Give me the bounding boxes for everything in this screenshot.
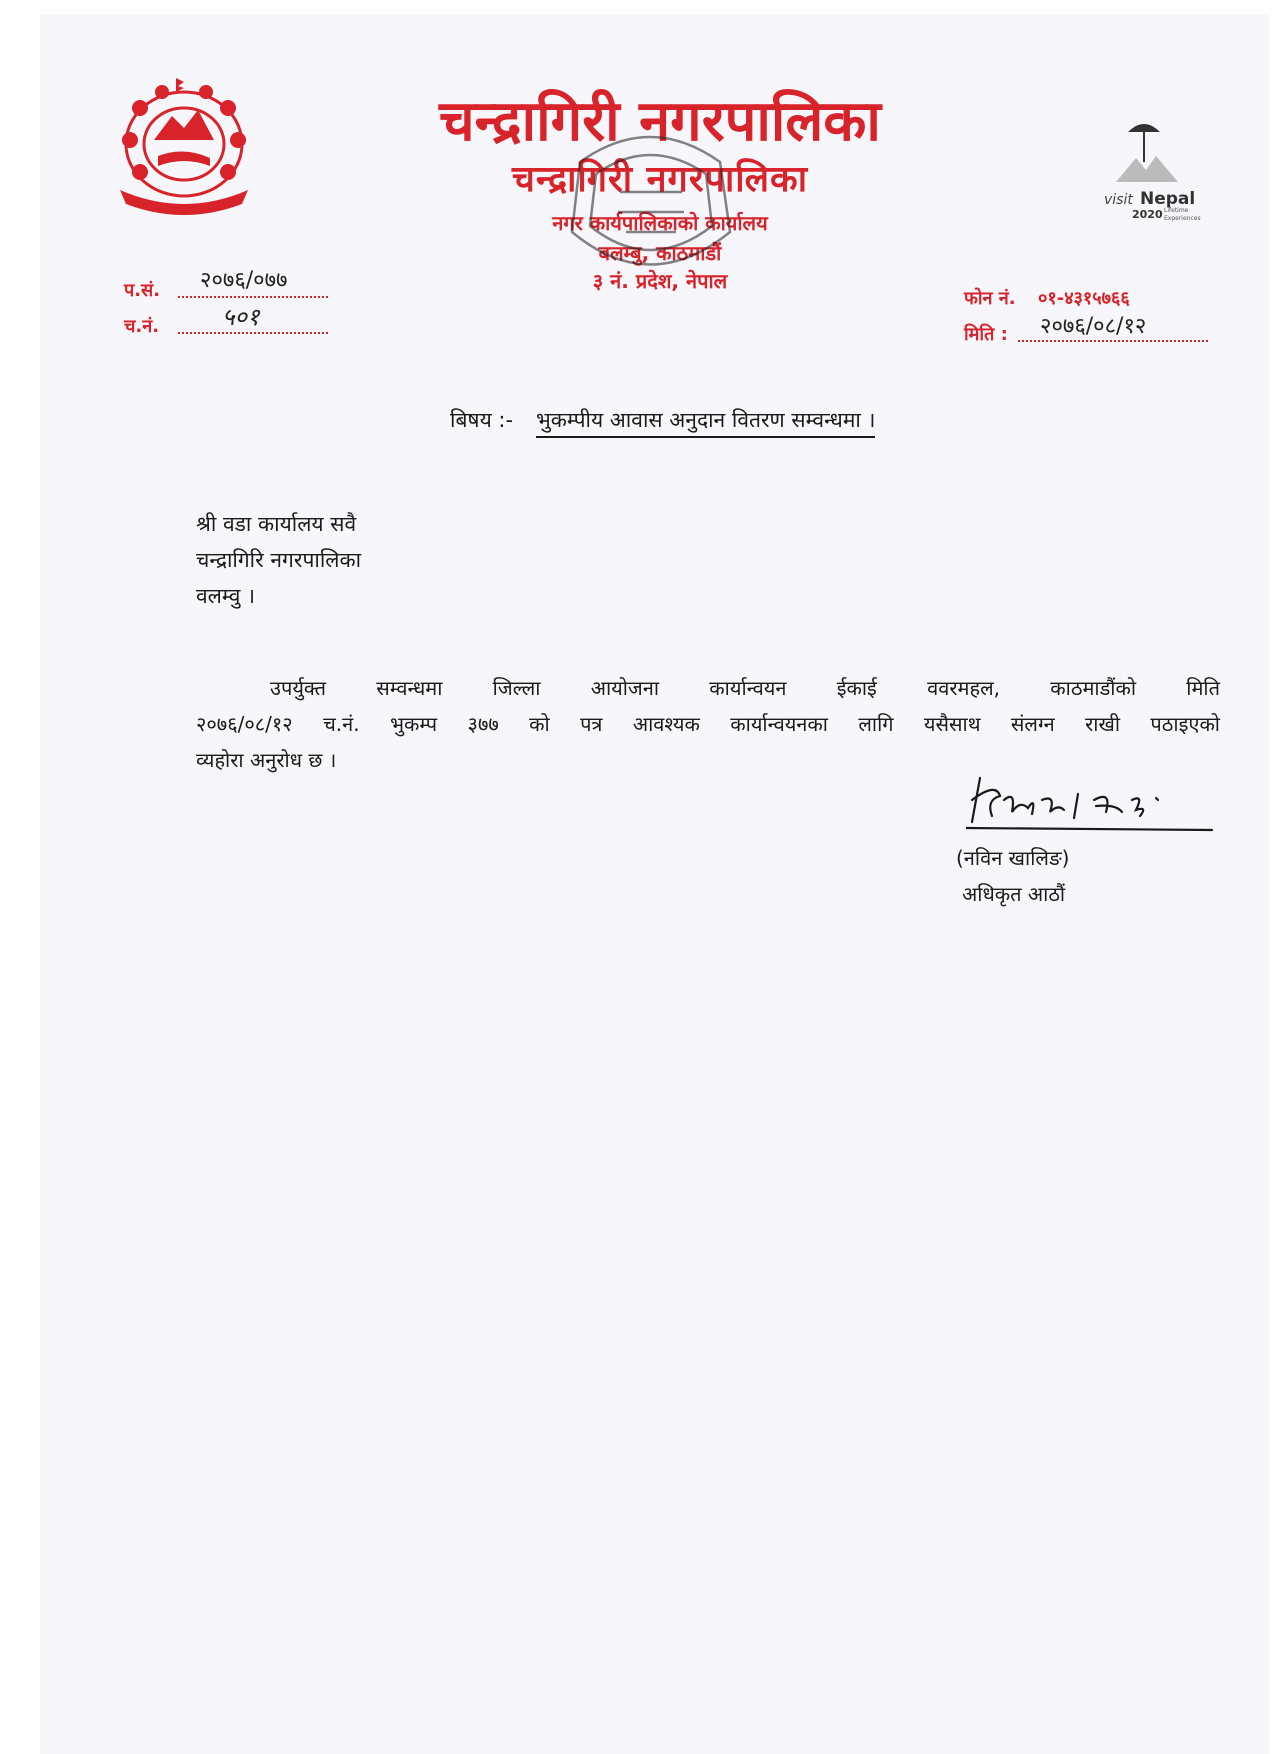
recipient-line-2: चन्द्रागिरि नगरपालिका: [196, 548, 362, 572]
phone-value: ०१-४३१५७६६: [1038, 288, 1130, 309]
pa-sa-label: प.सं.: [124, 280, 161, 301]
phone-label: फोन नं.: [964, 288, 1016, 309]
cha-na-value: ५०१: [222, 303, 260, 331]
signatory-designation: अधिकृत आठौं: [962, 882, 1066, 906]
org-name-newari: चन्द्रागिरी नगरपालिका: [511, 158, 809, 200]
date-value: २०७६/०८/१२: [1040, 314, 1147, 339]
body-line-2: २०७६/०८/१२ च.नं. भुकम्प ३७७ को पत्र आवश्यक कार्यान्वयनका लागि यसैसाथ संलग्न राखी पठाइएको: [196, 712, 1220, 736]
recipient-line-3: वलम्वु ।: [196, 584, 256, 608]
office-province: ३ नं. प्रदेश, नेपाल: [592, 269, 728, 293]
nepal-emblem-icon: [110, 78, 258, 216]
signatory-name: (नविन खालिङ): [956, 846, 1070, 870]
body-line-1: उपर्युक्त सम्वन्धमा जिल्ला आयोजना कार्यान्वयन ईकाई ववरमहल, काठमाडौंको मिति: [270, 676, 1220, 700]
date-dotted-line: [1018, 340, 1208, 342]
date-label: मिति :: [964, 324, 1008, 345]
svg-text:Lifetime: Lifetime: [1164, 207, 1189, 214]
svg-text:Experiences: Experiences: [1164, 215, 1201, 222]
subject-label: बिषय :-: [450, 408, 514, 432]
pa-sa-dotted-line: [178, 296, 328, 298]
office-name: नगर कार्यपालिकाको कार्यालय: [552, 211, 768, 235]
visit-nepal-2020-logo: [1094, 112, 1214, 224]
svg-text:2020: 2020: [1132, 208, 1163, 221]
handwritten-signature: [966, 760, 1216, 834]
svg-text:Nepal: Nepal: [1140, 189, 1196, 209]
office-address: बलम्बु, काठमाडौं: [598, 241, 722, 265]
recipient-line-1: श्री वडा कार्यालय सवै: [196, 512, 357, 536]
body-line-3: व्यहोरा अनुरोध छ ।: [196, 748, 337, 772]
org-name: चन्द्रागिरी नगरपालिका: [439, 88, 881, 154]
svg-text:visit: visit: [1104, 192, 1133, 208]
office-stamp: [560, 122, 740, 292]
pa-sa-value: २०७६/०७७: [200, 268, 288, 293]
subject-text: भुकम्पीय आवास अनुदान वितरण सम्वन्धमा ।: [536, 406, 875, 438]
cha-na-label: च.नं.: [124, 316, 160, 337]
